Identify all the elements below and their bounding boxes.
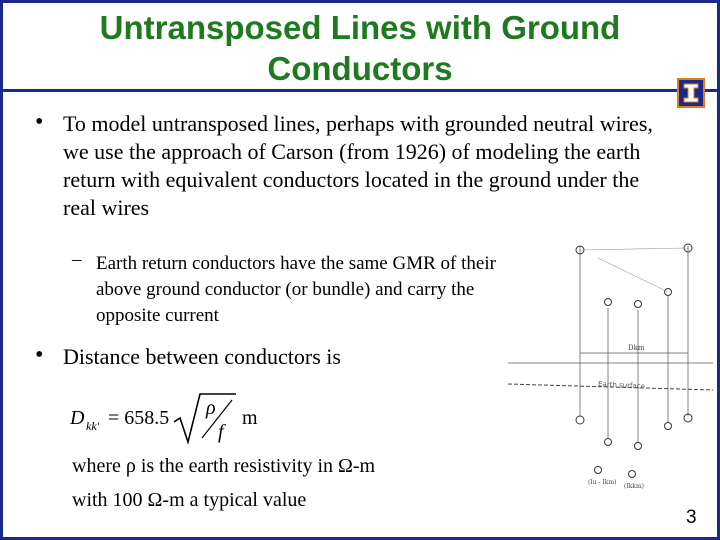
bottom-mid-label: (Ikkm) <box>624 483 645 490</box>
dkm-label: Dkm <box>628 344 645 352</box>
sub-bullet-text: Earth return conductors have the same GMR of their above ground conductor (or bundle) and carry the opposite current <box>96 253 496 326</box>
equation-lhs: D <box>70 407 85 429</box>
title-rule <box>0 89 720 92</box>
square-root-icon <box>172 392 238 446</box>
page-number: 3 <box>686 507 697 528</box>
earth-surface-label: Earth surface <box>597 380 646 391</box>
bullet-text: To model untransposed lines, perhaps with grounded neutral wires, we use the approach of Carson (from 1926) of modeling the earth return with equivalent conductors located in the ground under the real wires <box>63 111 653 220</box>
equation-lhs-subscript: kk' <box>86 419 100 433</box>
bullet-marker: • <box>35 342 44 368</box>
bottom-left-label: (Iu - Ikm) <box>588 479 617 486</box>
equation-unit: m <box>242 407 258 429</box>
sub-bullet-dash: – <box>72 249 82 270</box>
block-i-icon <box>679 80 703 106</box>
earth-return-figure <box>508 238 713 500</box>
resistivity-note: where ρ is the earth resistivity in Ω-m <box>72 455 376 477</box>
university-logo-icon <box>677 78 705 108</box>
conductor-diagram <box>508 238 713 500</box>
equation-numerator: ρ <box>206 397 216 419</box>
equation-coefficient: = 658.5 <box>108 407 170 429</box>
bullet-text: Distance between conductors is <box>63 344 341 369</box>
equation-denominator: f <box>218 421 224 443</box>
top-rule <box>0 0 720 3</box>
slide-title: Untransposed Lines with Ground Conductors <box>99 9 621 87</box>
bullet-marker: • <box>35 109 44 135</box>
typical-value-note: with 100 Ω-m a typical value <box>72 489 307 511</box>
